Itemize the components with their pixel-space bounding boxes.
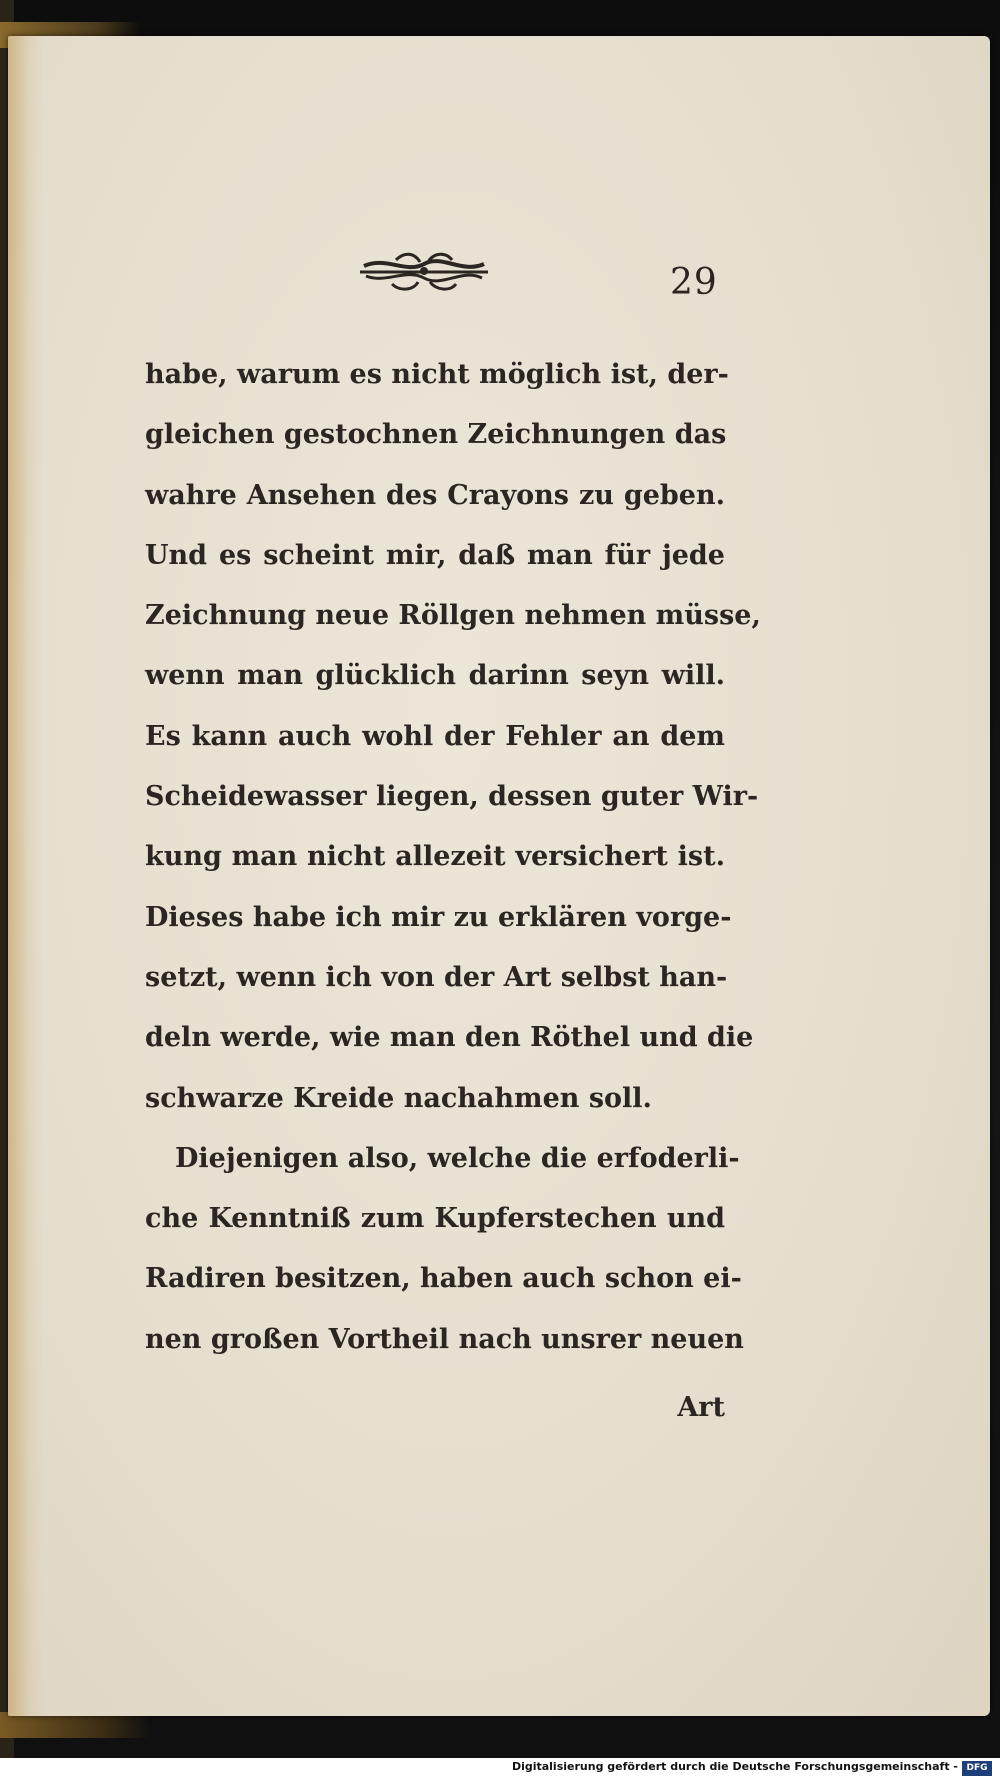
text-line: kung man nicht allezeit versichert ist.: [145, 841, 725, 873]
text-line: schwarze Kreide nachahmen soll.: [145, 1082, 652, 1114]
text-line: gleichen gestochnen Zeichnungen das: [145, 419, 727, 451]
text-line: Diejenigen also, welche die erfoderli-: [175, 1142, 740, 1174]
ornament-icon: [356, 244, 492, 294]
footer-bar: [0, 1758, 1000, 1780]
body-text: [145, 345, 761, 1370]
text-line: setzt, wenn ich von der Art selbst han-: [145, 961, 728, 993]
text-line: Es kann auch wohl der Fehler an dem: [145, 720, 725, 752]
funding-note: Digitalisierung gefördert durch die Deutsche Forschungsgemeinschaft -: [511, 1760, 958, 1773]
text-line: wenn man glücklich darinn seyn will.: [145, 660, 725, 692]
page-number: 29: [670, 262, 718, 303]
text-line: Scheidewasser liegen, dessen guter Wir-: [145, 781, 759, 813]
text-line: nen großen Vortheil nach unsrer neuen: [145, 1323, 744, 1355]
catchword: Art: [677, 1392, 725, 1423]
text-line: wahre Ansehen des Crayons zu geben.: [145, 479, 725, 511]
text-line: che Kenntniß zum Kupferstechen und: [145, 1203, 725, 1235]
text-line: deln werde, wie man den Röthel und die: [145, 1022, 754, 1054]
text-line: Radiren besitzen, haben auch schon ei-: [145, 1263, 742, 1295]
text-line: habe, warum es nicht möglich ist, der-: [145, 359, 729, 390]
text-line: Zeichnung neue Röllgen nehmen müsse,: [145, 600, 761, 632]
dfg-logo: DFG: [962, 1761, 992, 1776]
text-line: Und es scheint mir, daß man für jede: [145, 539, 725, 571]
text-line: Dieses habe ich mir zu erklären vorge-: [145, 901, 732, 933]
page-stain: [8, 36, 44, 1716]
